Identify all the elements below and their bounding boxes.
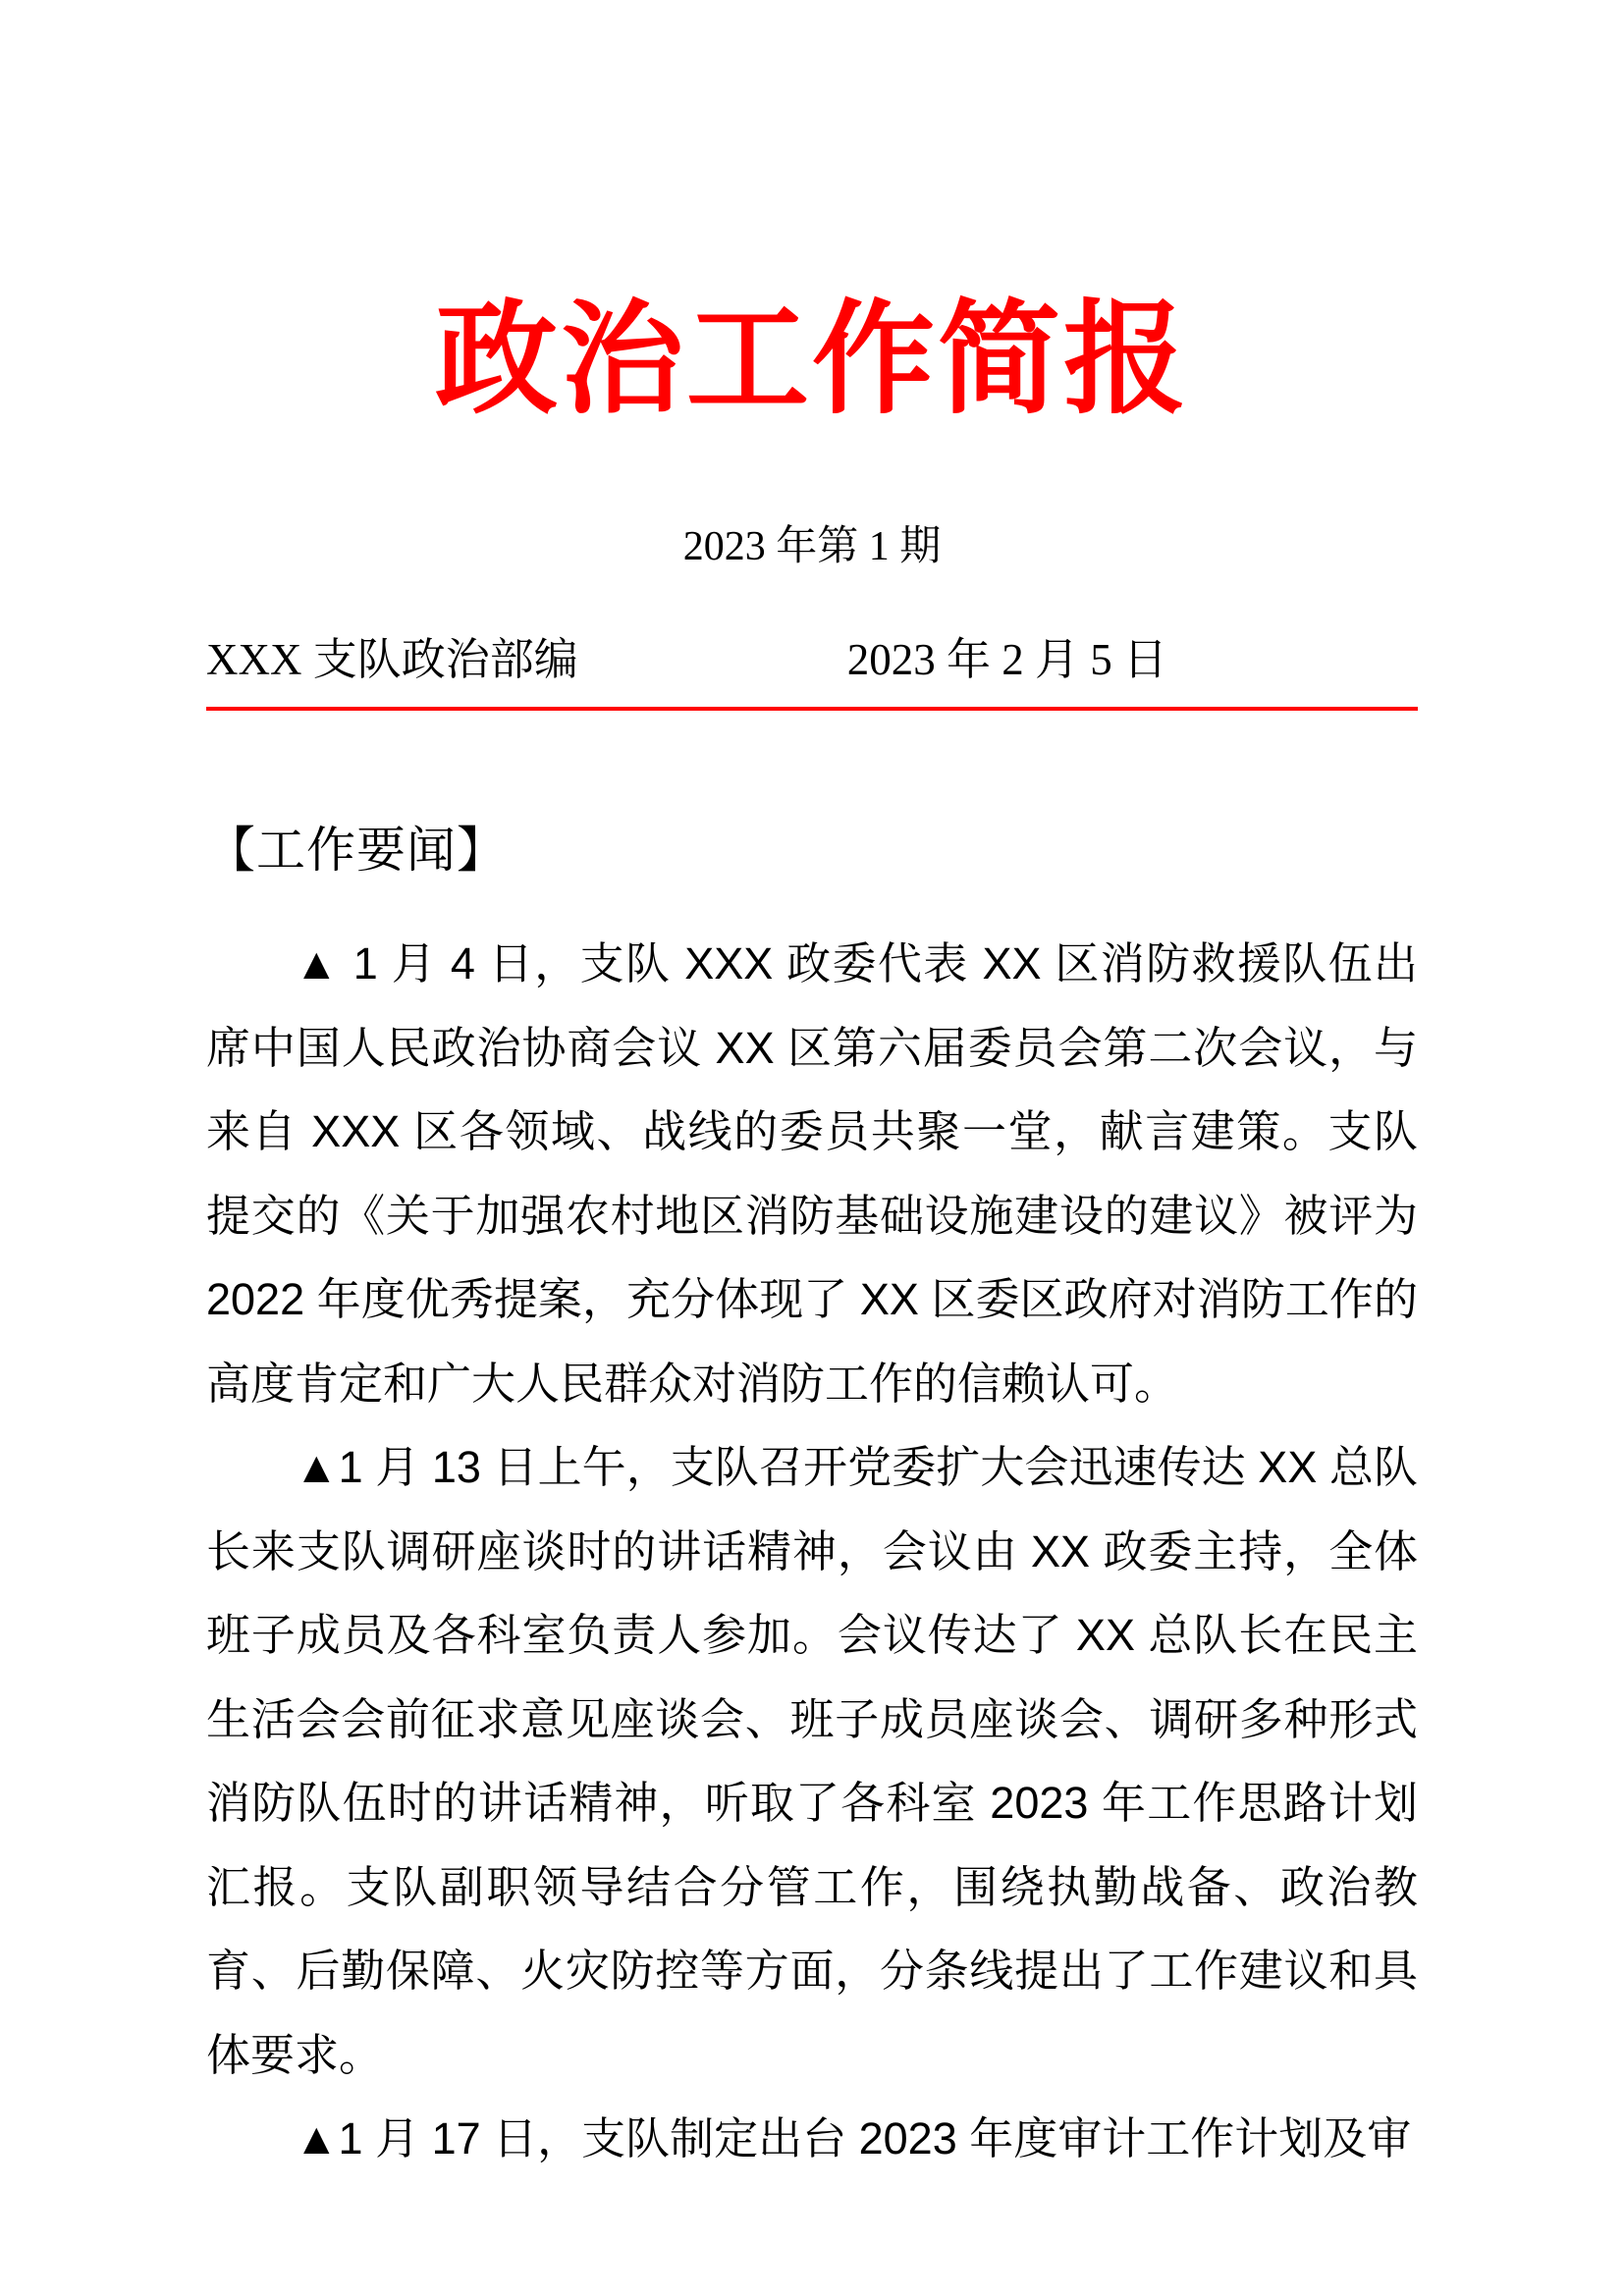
section-heading-work-news: 【工作要闻】 bbox=[206, 822, 507, 878]
document-title: 政治工作简报 bbox=[435, 292, 1189, 428]
issue-number: 2023 年第 1 期 bbox=[682, 523, 942, 569]
page-content bbox=[0, 290, 1624, 2181]
briefing-paragraph: ▲ 1 月 4 日，支队 XXX 政委代表 XX 区消防救援队伍出席中国人民政治协商会议 XX 区第六届委员会第二次会议，与来自 XXX 区各领域、战线的委员共聚一堂，献言建策。支队提交的《关于加强农村地区消防基础设施建设的建议》被评为 2022 年度优秀提案，充分体现了 XX 区委区政府对消防工作的高度肯定和广大人民群众对消防工作的信赖认可。 bbox=[206, 938, 1418, 1409]
editor-label: XXX 支队政治部编 bbox=[206, 634, 578, 684]
briefing-paragraph: ▲1 月 17 日，支队制定出台 2023 年度审计工作计划及审 bbox=[295, 2113, 1412, 2163]
briefing-paragraph: ▲1 月 13 日上午，支队召开党委扩大会迅速传达 XX 总队长来支队调研座谈时的讲话精神，会议由 XX 政委主持，全体班子成员及各科室负责人参加。会议传达了 XX 总队长在民主生活会会前征求意见座谈会、班子成员座谈会、调研多种形式消防队伍时的讲话精神，听取了各科室 2023 年工作思路计划汇报。支队副职领导结合分管工作，围绕执勤战备、政治教育、后勤保障、火灾防控等方面，分条线提出了工作建议和具体要求。 bbox=[206, 1442, 1418, 2080]
briefing-body bbox=[206, 922, 1418, 2181]
publish-date: 2023 年 2 月 5 日 bbox=[846, 634, 1167, 684]
red-divider-rule bbox=[206, 707, 1418, 711]
meta-line bbox=[206, 623, 1418, 687]
